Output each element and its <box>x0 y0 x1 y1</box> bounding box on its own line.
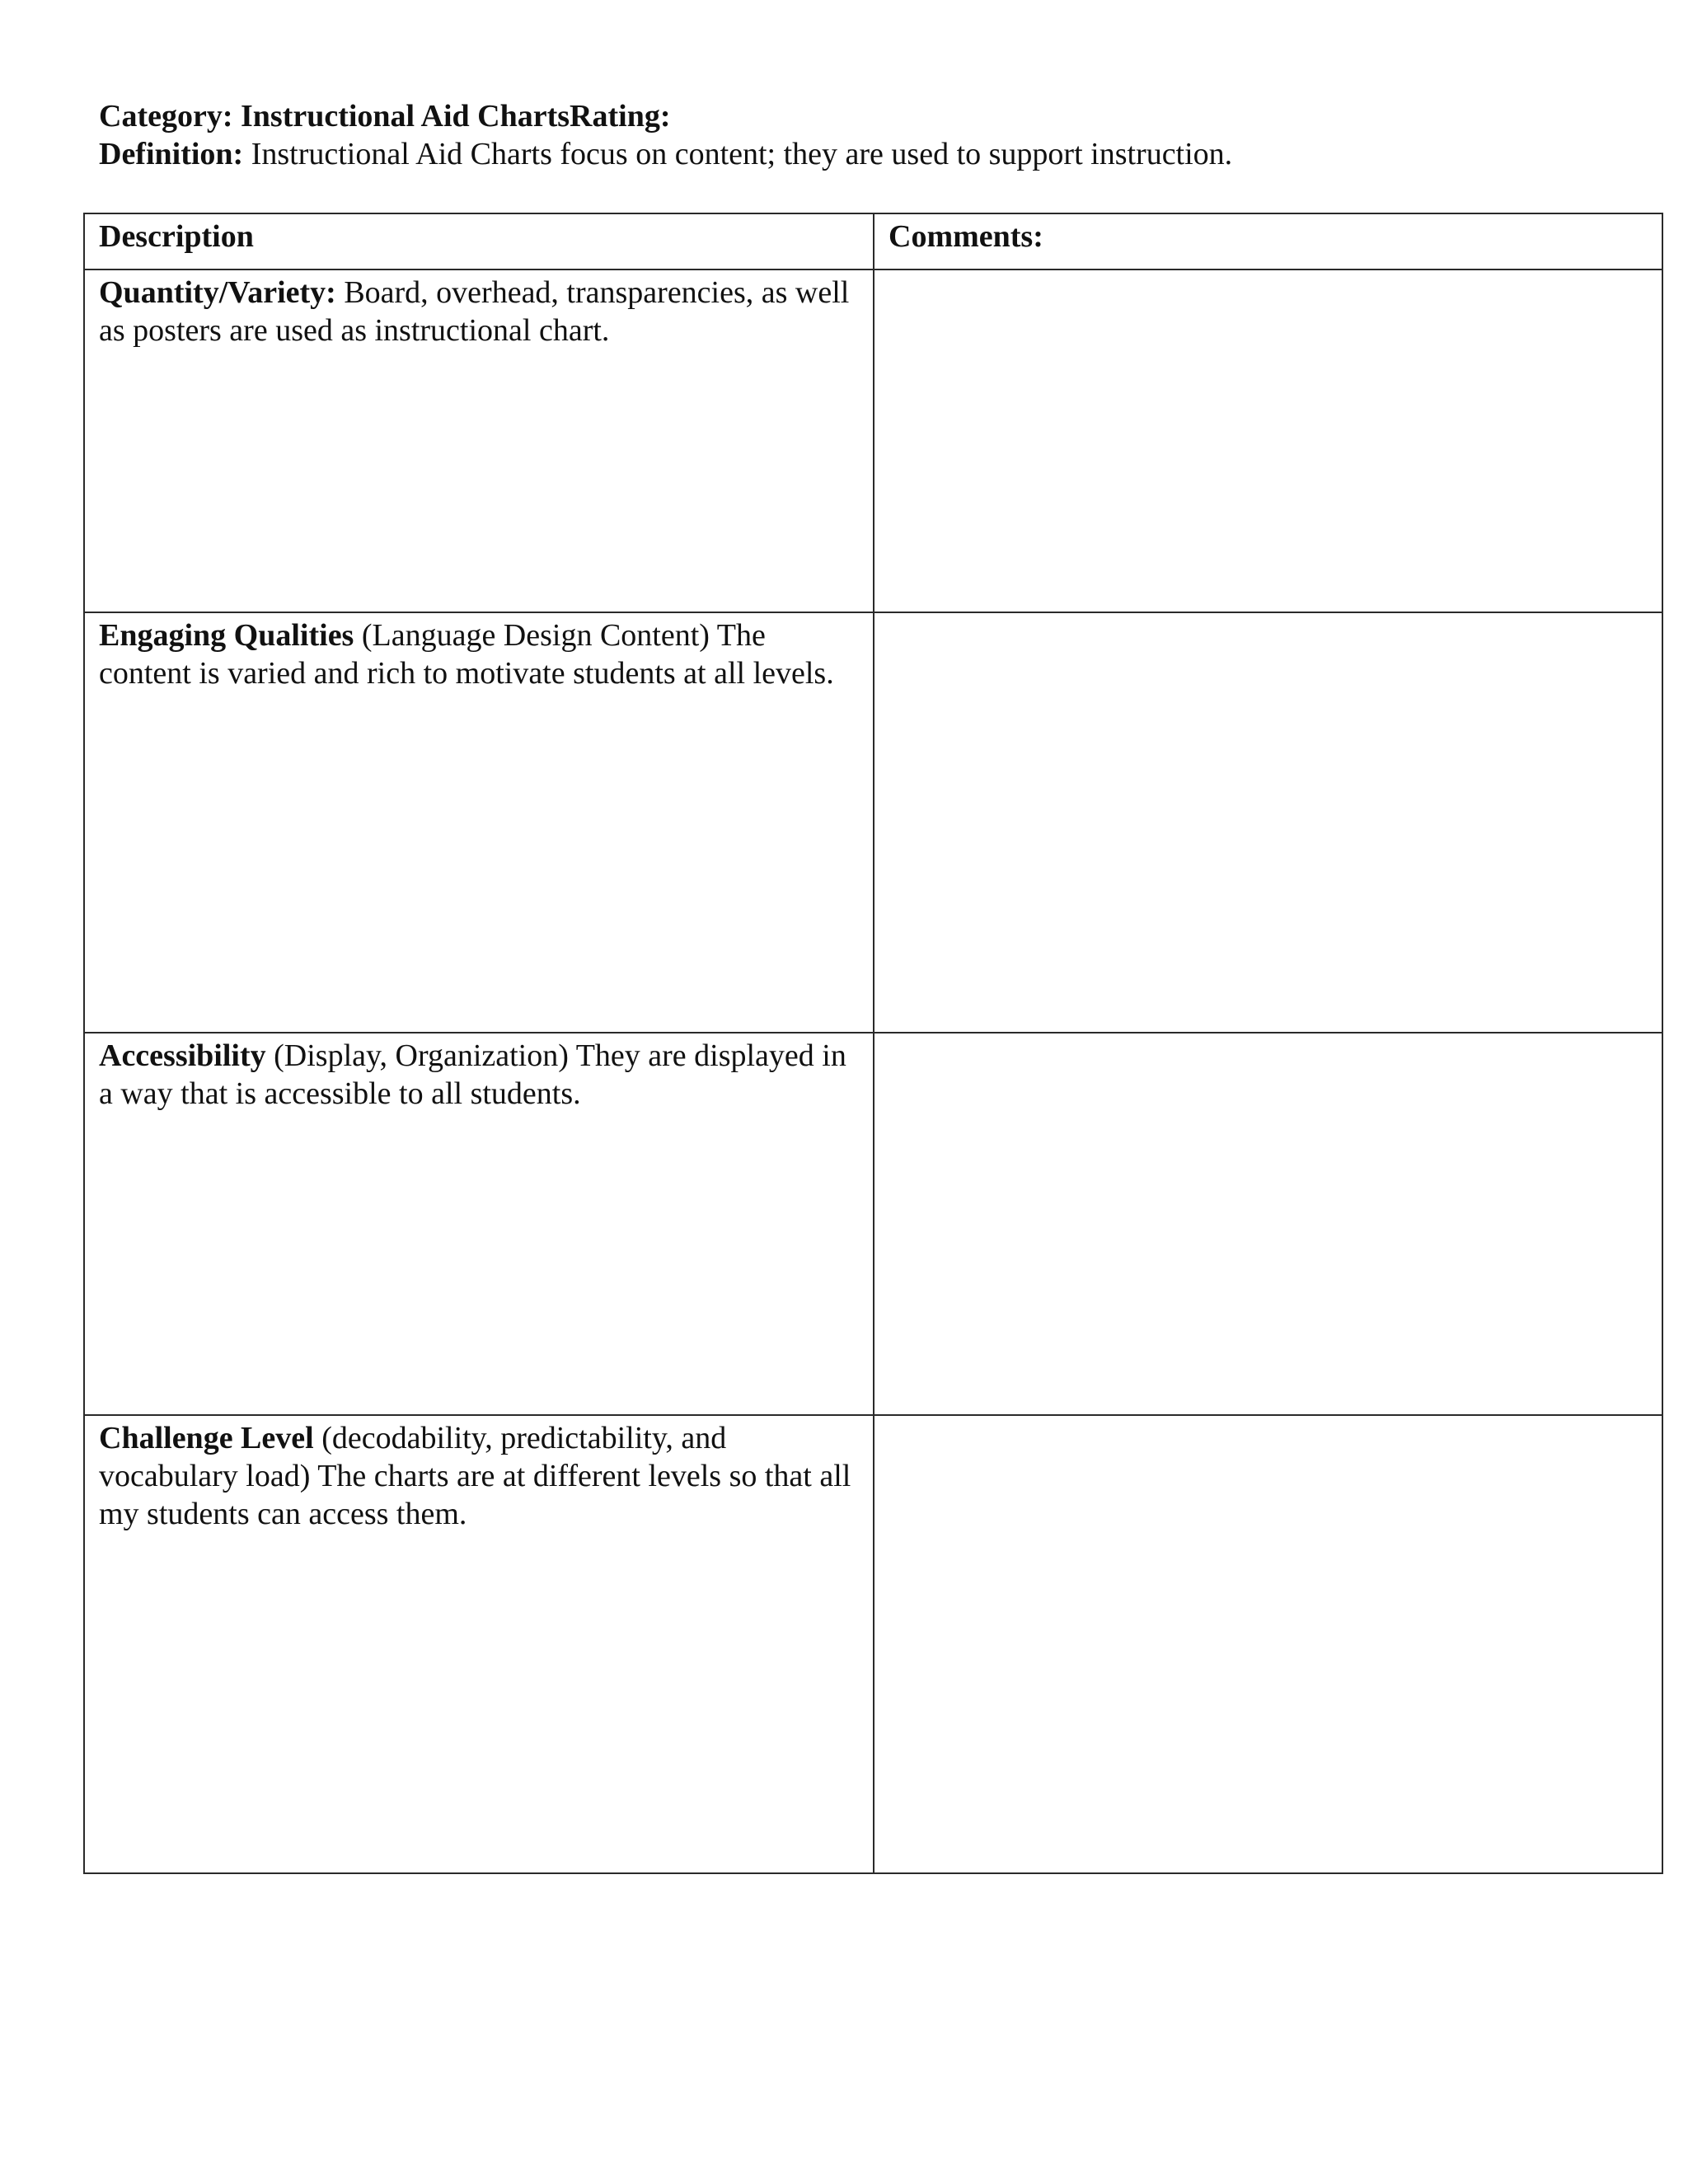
criterion-text: (Language Design Content) The content is varied and rich to motivate students at all levels. <box>99 618 834 691</box>
description-header: Description <box>84 213 874 269</box>
criterion-title: Accessibility <box>99 1038 266 1073</box>
description-cell <box>84 612 874 1033</box>
description-cell <box>84 1415 874 1873</box>
definition-label: Definition: <box>99 137 244 171</box>
criterion-text: (decodability, predictability, and vocabulary load) The charts are at different levels so that all my students can access them. <box>99 1421 851 1531</box>
criterion-text: Board, overhead, transparencies, as well as posters are used as instructional chart. <box>99 275 850 348</box>
table-row <box>84 1033 1662 1415</box>
category-value: Instructional Aid ChartsRating: <box>240 99 671 134</box>
comment-cell[interactable] <box>874 1033 1662 1415</box>
criterion-title: Quantity/Variety: <box>99 275 336 310</box>
rating-table <box>83 213 1663 1874</box>
comment-cell[interactable] <box>874 1415 1662 1873</box>
description-cell <box>84 1033 874 1415</box>
description-cell <box>84 269 874 612</box>
category-line <box>99 97 1599 135</box>
comment-cell[interactable] <box>874 612 1662 1033</box>
criterion-title: Challenge Level <box>99 1421 314 1455</box>
comment-cell[interactable] <box>874 269 1662 612</box>
comments-header: Comments: <box>874 213 1662 269</box>
table-header-row <box>84 213 1662 269</box>
table-row <box>84 269 1662 612</box>
table-row <box>84 612 1662 1033</box>
document-header <box>99 97 1599 173</box>
criterion-text: (Display, Organization) They are displayed in a way that is accessible to all students. <box>99 1038 846 1111</box>
definition-text: Instructional Aid Charts focus on content; they are used to support instruction. <box>251 137 1233 171</box>
table-row <box>84 1415 1662 1873</box>
criterion-title: Engaging Qualities <box>99 618 354 653</box>
category-label: Category: <box>99 99 233 134</box>
definition-line <box>99 135 1599 173</box>
